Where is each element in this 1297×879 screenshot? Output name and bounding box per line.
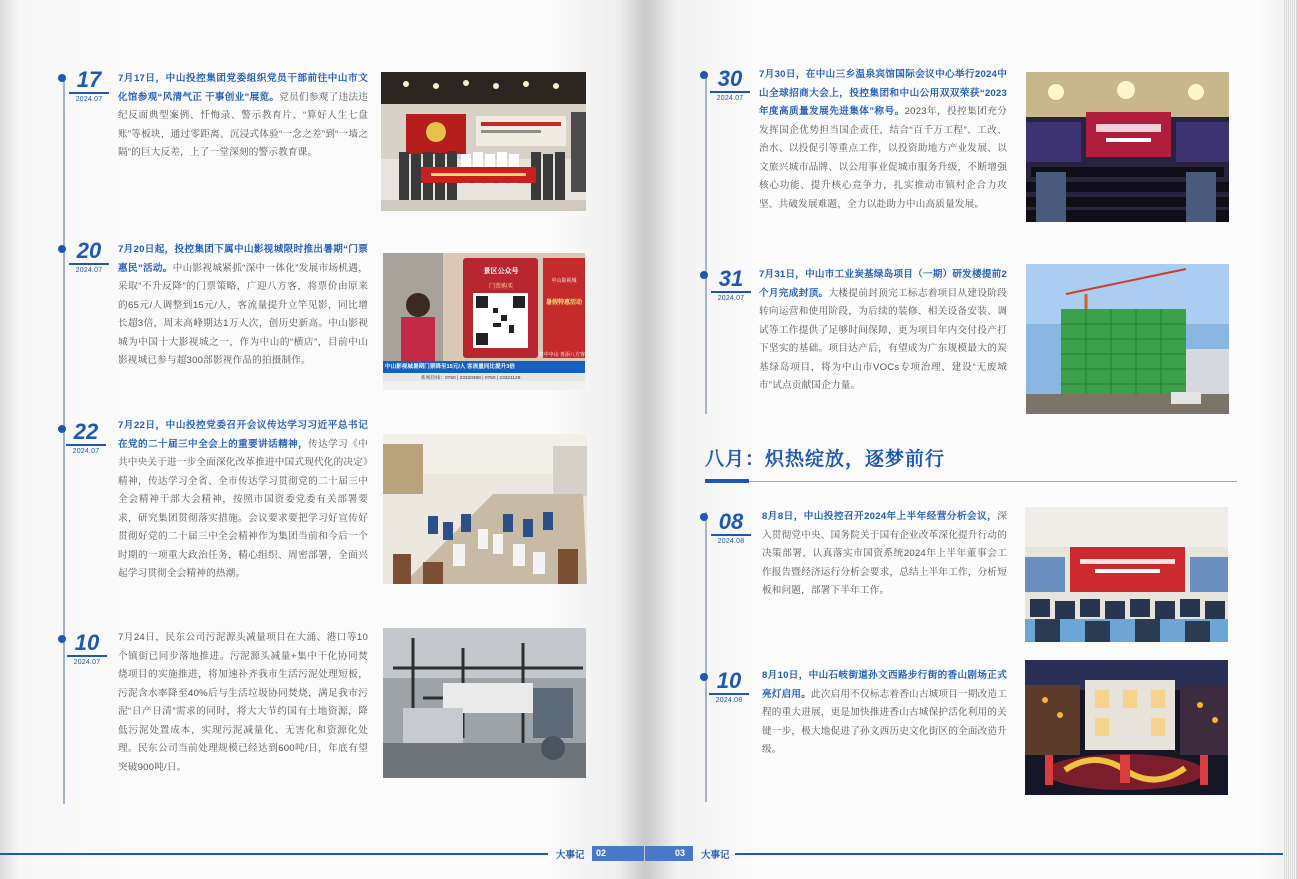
sign-side: 门票购买 xyxy=(488,284,513,290)
timeline-dot xyxy=(58,425,66,433)
timeline-line xyxy=(705,74,707,414)
industrial-equipment-photo-icon xyxy=(383,628,586,778)
entry-date xyxy=(711,268,751,302)
timeline-line xyxy=(705,512,707,802)
entry-headline: 7月30日，在中山三乡温泉宾馆国际会议中心举行2024中山全球招商大会上，投控集团和中山公用双双荣获“2023年度高质量发展先进集体”称号。 xyxy=(759,69,1007,117)
section-divider xyxy=(705,481,1237,482)
section-title: 八月：炽热绽放，逐梦前行 xyxy=(705,449,946,470)
date-year-month: 2024.07 xyxy=(75,267,103,274)
timeline-dot xyxy=(700,71,708,79)
right-page xyxy=(645,0,1297,879)
left-page xyxy=(0,0,645,879)
entry-date xyxy=(67,632,107,666)
timeline-dot xyxy=(58,74,66,82)
entry-body: 此次启用不仅标志着香山古城项目一期改造工程的重大进展，更是加快推进香山古城保护活化利用的关键一步，极大地促进了孙文西历史文化街区的全面改造升级。 xyxy=(762,688,1008,755)
date-year-month: 2024.07 xyxy=(75,96,103,103)
timeline-dot xyxy=(700,513,708,521)
construction-site-photo-icon xyxy=(1026,264,1229,414)
page-number: 03 xyxy=(645,846,693,861)
date-day: 10 xyxy=(67,632,107,657)
poster-sub: 中山影视城 xyxy=(551,278,577,284)
footer-line xyxy=(735,853,1283,855)
business-meeting-photo-icon xyxy=(1025,507,1228,642)
footer-line xyxy=(0,853,548,855)
entry-date xyxy=(709,670,749,704)
date-day: 22 xyxy=(66,421,106,446)
timeline-dot xyxy=(700,271,708,279)
entry-body: 中山影视城紧抓“深中一体化”发展市场机遇，采取“不升反降”的门票策略，广迎八方客，将票价由原来的65元/人调整到15元/人，客流量提升立竿见影，同比增长超3倍，周末高峰期达1万人次，创历史新高。中山影视城为中国十大影视城之一，作为中山的“横店”，目前中山影视城已参与超300部影视作品的拍摄制作。 xyxy=(118,262,369,366)
footer-label: 大事记 xyxy=(556,850,585,861)
date-year-month: 2024.08 xyxy=(717,538,745,545)
conference-hall-photo-icon xyxy=(1026,72,1229,222)
date-day: 17 xyxy=(69,69,109,94)
news-caption-sub: 新闻热线：0760 | 23320308 | 0760 | 23321128 xyxy=(421,376,521,381)
entry-date xyxy=(66,421,106,455)
entry-text xyxy=(118,417,368,584)
sign-top: 景区公众号 xyxy=(483,268,519,275)
page-number: 02 xyxy=(592,846,644,861)
entry-date xyxy=(710,68,750,102)
night-street-festival-photo-icon xyxy=(1025,660,1228,795)
footer-label: 大事记 xyxy=(701,850,730,861)
date-day: 10 xyxy=(709,670,749,695)
date-year-month: 2024.07 xyxy=(72,448,100,455)
section-divider-accent xyxy=(705,479,749,483)
group-photo-exhibition-icon xyxy=(381,72,586,211)
entry-headline: 7月31日，中山市工业炭基绿岛项目（一期）研发楼提前2个月完成封顶。 xyxy=(759,269,1007,299)
entry-text xyxy=(118,70,368,163)
date-year-month: 2024.07 xyxy=(717,295,745,302)
news-caption: 中山影视城暑期门票降至15元/人 客流量同比提升3倍 xyxy=(385,364,515,370)
entry-body: 2023年，投控集团充分发挥国企优势担当国企责任，结合“百千万工程”、工改、治水、以投促引等重点工作，以投资助地方产业发展、以文旅兴城市品牌、以公用事业促城市服务升级，不断增强核心功能、提升核心竞争力，扎实推动市镇村企合力攻坚、共破发展难题，全力以赴助力中山高质量发展。 xyxy=(759,106,1007,210)
entry-body: 传达学习《中共中央关于进一步全面深化改革推进中国式现代化的决定》精神，传达学习全省、全市传达学习贯彻党的二十届三中全会精神干部大会精神，按照市国资委党委有关部署要求，研究集团贯彻落实措施。会议要求要把学习好宣传好贯彻好党的二十届三中全会精神作为集团当前和今后一个时期的一项重大政治任务，精心组织、周密部署，全面兴起学习贯彻全会精神的热潮。 xyxy=(118,438,368,579)
entry-headline: 7月20日起，投控集团下属中山影视城限时推出暑期“门票惠民”活动。 xyxy=(118,244,368,274)
timeline-dot xyxy=(700,673,708,681)
entry-headline: 7月17日，中山投控集团党委组织党员干部前往中山市文化馆参观“风清气正 干事创业”展览。 xyxy=(118,73,368,103)
entry-text xyxy=(759,66,1007,214)
date-day: 30 xyxy=(710,68,750,93)
date-year-month: 2024.07 xyxy=(73,659,101,666)
date-day: 08 xyxy=(711,511,751,536)
timeline-line xyxy=(63,78,65,804)
timeline-dot xyxy=(58,635,66,643)
ticker-right: 湾中中山 喜添八方客 xyxy=(538,352,585,358)
date-year-month: 2024.07 xyxy=(716,95,744,102)
entry-text xyxy=(118,629,368,777)
entry-headline: 8月10日，中山石岐街道孙文西路步行街的香山剧场正式亮灯启用。 xyxy=(762,670,1007,700)
page-edge xyxy=(1283,0,1297,879)
entry-text xyxy=(762,508,1007,601)
entry-body: 党员们参观了违法违纪反面典型案例、忏悔录、警示教育片、“算好人生七盘账”等板块，通过零距离、沉浸式体验“一念之差”到“一墙之隔”的巨大反差，上了一堂深刻的警示教育课。 xyxy=(118,91,369,158)
entry-text xyxy=(759,266,1007,396)
date-year-month: 2024.08 xyxy=(715,697,743,704)
date-day: 31 xyxy=(711,268,751,293)
date-day: 20 xyxy=(69,240,109,265)
entry-text xyxy=(118,241,368,371)
entry-body: 大楼提前封顶完工标志着项目从建设阶段转向运营和使用阶段，为后续的装修、相关设备安装、调试等工作提供了足够时间保障，更为项目年内交付投产打下坚实的基础。项目达产后，有望成为广东规模最大的炭基绿岛项目，将为中山市VOCs专项治理、建设“无废城市”试点贡献国企力量。 xyxy=(759,287,1007,391)
entry-date xyxy=(69,69,109,103)
entry-headline: 7月22日，中山投控党委召开会议传达学习习近平总书记在党的二十届三中全会上的重要讲话精神， xyxy=(118,420,368,450)
meeting-room-photo-icon xyxy=(383,434,587,584)
entry-text xyxy=(762,667,1007,760)
tv-news-screenshot-icon xyxy=(383,253,585,390)
entry-headline: 8月8日，中山投控召开2024年上半年经营分析会议， xyxy=(762,511,998,522)
entry-body: 7月24日，民东公司污泥源头减量项目在大涌、港口等10个镇街已同步落地推进。污泥源头减量+集中干化协同焚烧项目的实施推进，将加速补齐我市生活污泥处理短板，污泥含水率降至40%后与生活垃圾协同焚烧，满足我市污泥“日产日清”需求的同时，将大大节约国有土地资源，降低污泥处置成本，实现污泥减量化、无害化和资源化处理。民东公司当前处理规模已经达到600吨/日，年底有望突破900吨/日。 xyxy=(118,632,368,773)
timeline-dot xyxy=(58,245,66,253)
entry-date xyxy=(69,240,109,274)
entry-date xyxy=(711,511,751,545)
entry-body: 深入贯彻党中央、国务院关于国有企业改革深化提升行动的决策部署，认真落实市国资系统2024年上半年董事会工作报告暨经济运行分析会要求，总结上半年工作，分析短板和问题，部署下半年工作。 xyxy=(762,511,1007,596)
poster-title: 暑假特惠活动 xyxy=(545,300,582,306)
